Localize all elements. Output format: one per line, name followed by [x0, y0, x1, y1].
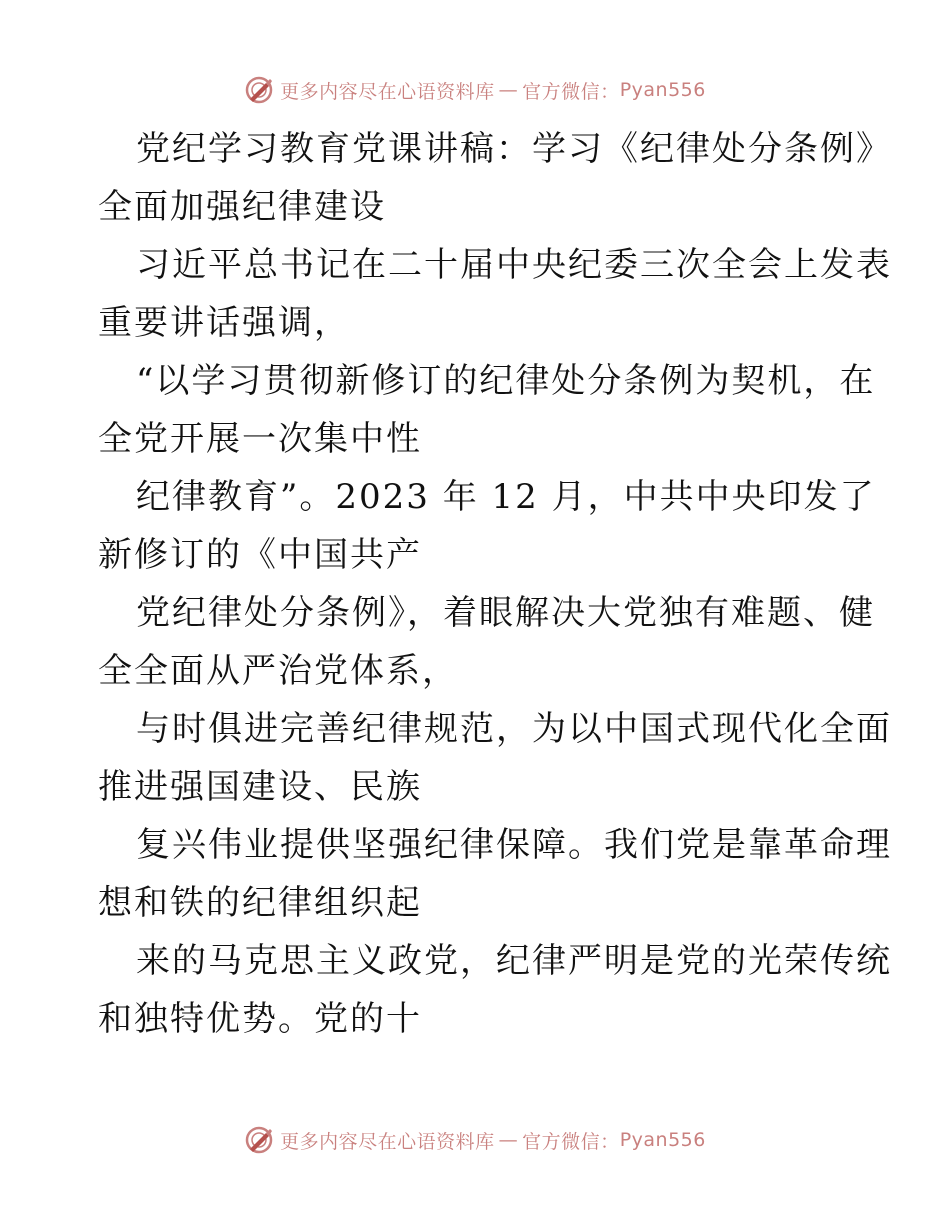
paragraph-line: 新修订的《中国共产: [98, 535, 422, 575]
footer-watermark: [0, 1120, 950, 1160]
watermark-wechat-id: Pyan556: [619, 79, 706, 101]
paragraph-line: 全党开展一次集中性: [98, 419, 422, 459]
document-body: [98, 120, 892, 1048]
paragraph-line: 重要讲话强调，: [98, 303, 350, 343]
pen-logo-icon: [244, 75, 274, 105]
watermark-separator: —: [498, 1129, 519, 1151]
paragraph-line: 全全面从严治党体系，: [98, 651, 458, 691]
paragraph-line: 想和铁的纪律组织起: [98, 883, 422, 923]
watermark-wechat-label: 官方微信：: [522, 1130, 620, 1153]
paragraph-line: 来的马克思主义政党，纪律严明是党的光荣传统: [136, 941, 892, 981]
paragraph-line: 推进强国建设、民族: [98, 767, 422, 807]
document-title-line-1: 党纪学习教育党课讲稿：学习《纪律处分条例》: [136, 129, 892, 169]
paragraph-line: 与时俱进完善纪律规范，为以中国式现代化全面: [136, 709, 892, 749]
watermark-wechat-label: 官方微信：: [522, 80, 620, 103]
header-watermark: [0, 70, 950, 110]
paragraph-line: 和独特优势。党的十: [98, 999, 422, 1039]
document-title-line-2: 全面加强纪律建设: [98, 187, 386, 227]
paragraph-line: 党纪律处分条例》，着眼解决大党独有难题、健: [136, 593, 875, 633]
paragraph-line: “以学习贯彻新修订的纪律处分条例为契机，在: [136, 361, 876, 401]
watermark-site-text: 更多内容尽在心语资料库: [280, 1130, 495, 1153]
paragraph-line: 习近平总书记在二十届中央纪委三次全会上发表: [136, 245, 892, 285]
watermark-wechat-id: Pyan556: [619, 1129, 706, 1151]
pen-logo-icon: [244, 1125, 274, 1155]
watermark-site-text: 更多内容尽在心语资料库: [280, 80, 495, 103]
watermark-separator: —: [498, 79, 519, 101]
paragraph-line: 纪律教育”。2023 年 12 月，中共中央印发了: [136, 477, 876, 517]
paragraph-line: 复兴伟业提供坚强纪律保障。我们党是靠革命理: [136, 825, 892, 865]
